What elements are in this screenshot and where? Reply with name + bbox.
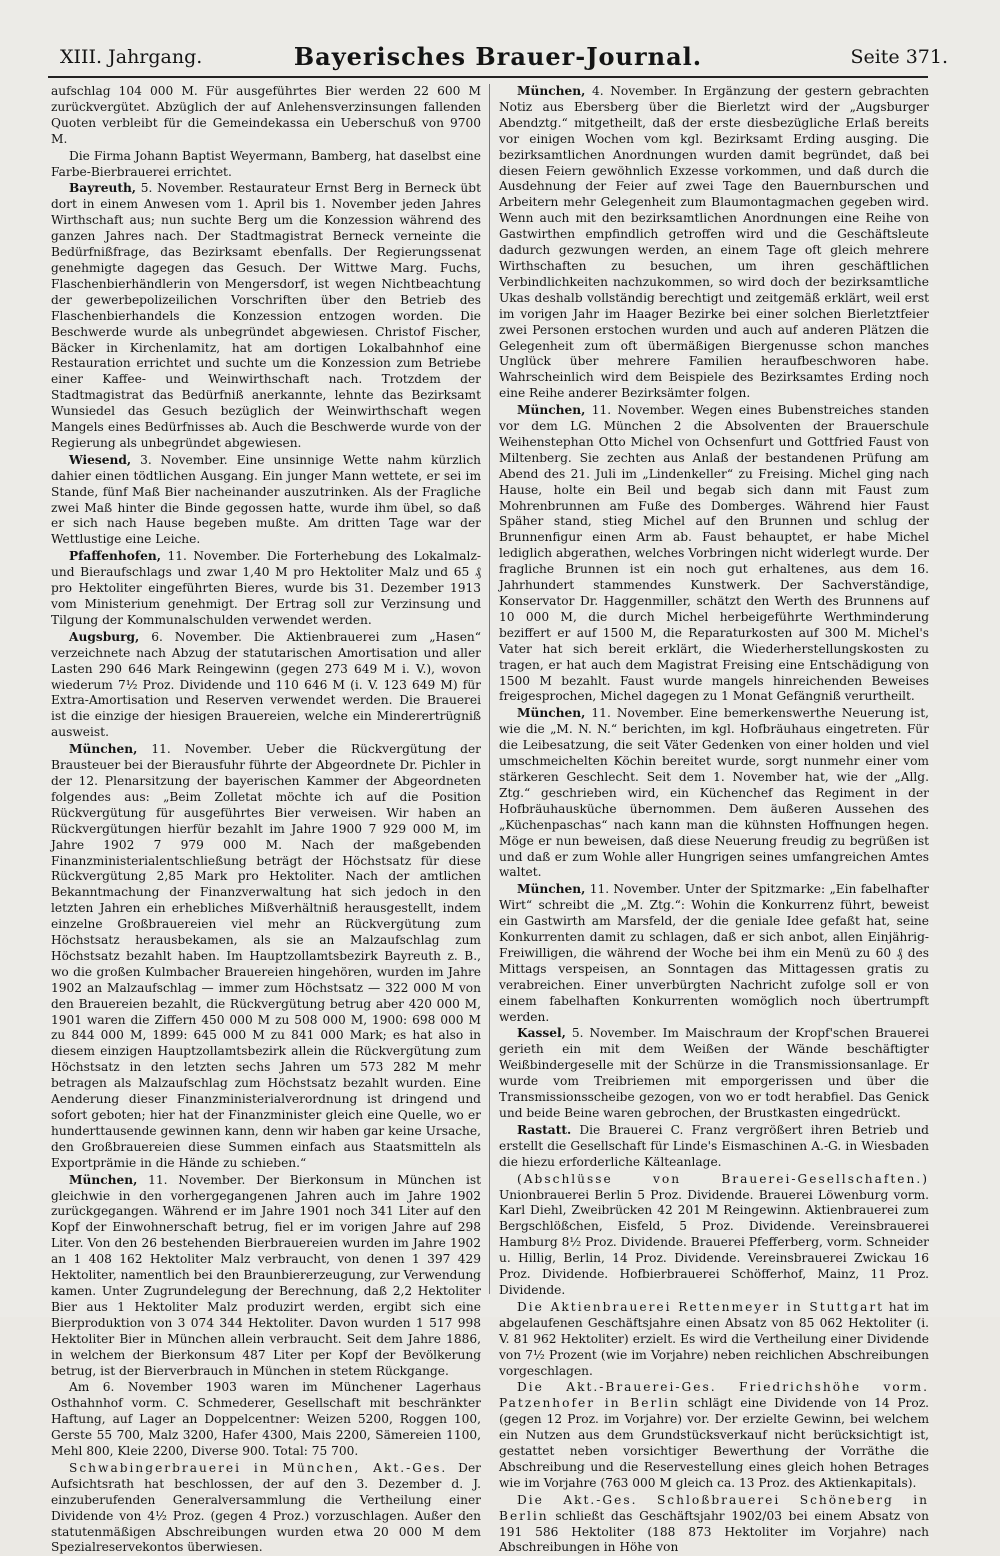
page-number: Seite 371. xyxy=(850,46,948,68)
article-paragraph xyxy=(499,1172,929,1299)
page-header xyxy=(48,40,948,74)
dateline: München, xyxy=(69,742,138,757)
left-column xyxy=(51,84,481,1555)
right-column xyxy=(499,84,930,1555)
paragraph-text: aufschlag 104 000 M. Für ausgeführtes Bier werden 22 600 M zurückvergütet. Abzüglich der auf Anlehensverzinsungen fallenden Quoten verbleibt für die Gemeindekassa ein Ueberschuß von 9700 M. xyxy=(51,84,481,146)
paragraph-text: 11. November. Unter der Spitzmarke: „Ein fabelhafter Wirt“ schreibt die „M. Ztg.“: Wohin die Konkurrenz führt, beweist ein Gastwirth am Marsfeld, der die geniale Idee gefaßt hat, seine Konkurrenten damit zu schlagen, daß er sich anbot, allen Einjährig-Freiwilligen, die während der Woche bei ihm ein Menü zu 60 ₰ des Mittags verspeisen, an Sonntagen das Mittagessen gratis zu verabreichen. Einer unverbürgten Nachricht zufolge soll er von einem fabelhaften Konkurrenten womöglich noch übertrumpft werden. xyxy=(499,882,929,1024)
paragraph-text: 3. November. Eine unsinnige Wette nahm kürzlich dahier einen tödtlichen Ausgang. Ein junger Mann wettete, er sei im Stande, fünf Maß Bier nacheinander auszutrinken. Als der Fragliche zwei Maß hinter die Binde gegossen hatte, wurde ihm übel, so daß er sich nach Hause begeben mußte. Am dritten Tage war der Wettlustige eine Leiche. xyxy=(51,452,481,547)
paragraph-text: schließt das Geschäftsjahr 1902/03 bei einem Absatz von 191 586 Hektoliter (188 873 Hektoliter im Vorjahre) nach Abschreibungen in Höhe von xyxy=(499,1508,929,1555)
paragraph-text: 5. November. Restaurateur Ernst Berg in Berneck übt dort in einem Anwesen vom 1. April bis 1. November jeden Jahres Wirthschaft aus; nun suchte Berg um die Konzession während des ganzen Jahres nach. Der Stadtmagistrat Berneck verneinte die Bedürfnißfrage, das Bezirksamt ebenfalls. Der Regierungssenat genehmigte dagegen das Gesuch. Der Wittwe Marg. Fuchs, Flaschenbierhändlerin von Mengersdorf, ist wegen Nichtbeachtung der gewerbepolizeilichen Vorschriften über den Betrieb des Flaschenbierhandels die Konzession entzogen worden. Die Beschwerde wurde als unbegründet abgewiesen. Christof Fischer, Bäcker in Kirchenlamitz, hat am dortigen Lokalbahnhof eine Restauration errichtet und suchte um die Konzession zum Betriebe einer Kaffee- und Weinwirthschaft nach. Trotzdem der Stadtmagistrat das Bedürfniß anerkannte, lehnte das Bezirksamt Wunsiedel das Gesuch bezüglich der Weinwirthschaft wegen Mangels eines Bedürfnisses ab. Auch die Beschwerde wurde von der Regierung als unbegründet abgewiesen. xyxy=(51,181,481,450)
spaced-heading: (Abschlüsse von Brauerei-Gesellschaften.) xyxy=(517,1171,929,1186)
article-paragraph xyxy=(499,84,929,402)
article-paragraph xyxy=(51,1380,481,1460)
dateline: Rastatt. xyxy=(517,1122,572,1137)
paragraph-text: 4. November. In Ergänzung der gestern gebrachten Notiz aus Ebersberg über die Bierletzt wird der „Augsburger Abendztg.“ mitgetheilt, daß der erste diesbezügliche Erlaß bereits vor einigen Wochen vom kgl. Bezirksamt Erding ausging. Die bezirksamtlichen Anordnungen wurden damit begründet, daß bei diesen Feiern gewöhnlich Exzesse vorkommen, und daß durch die Ausdehnung der Feier auf zwei Tage den Bauernburschen und Arbeitern mehr Gelegenheit zum Blaumontagmachen gegeben wird. Wenn auch mit den bezirksamtlichen Anordnungen eine Reihe von Gastwirthen empfindlich getroffen wird und die Geschäftsleute dadurch gezwungen werden, an einem Tage oft gleich mehrere Wirthschaften zu besuchen, um ihren geschäftlichen Verbindlichkeiten nachzukommen, so wird doch der bezirksamtliche Ukas deshalb vollständig berechtigt und zeitgemäß erklärt, weil erst im vorigen Jahr im Haager Bezirke bei einer solchen Bierletztfeier zwei Personen erstochen wurden und auch auf anderen Plätzen die Gelegenheit zum oft übermäßigen Biergenusse schon manches Unglück über mehrere Familien heraufbeschworen habe. Wahrscheinlich wird dem Beispiele des Bezirksamtes Erding noch eine Reihe anderer Bezirksämter folgen. xyxy=(499,84,929,401)
article-paragraph xyxy=(51,549,481,629)
spaced-heading: Die Akt.-Brauerei-Ges. Friedrichshöhe vorm. Patzenhofer in Berlin xyxy=(499,1380,929,1411)
dateline: München, xyxy=(517,706,586,721)
article-paragraph xyxy=(51,630,481,741)
dateline: Pfaffenhofen, xyxy=(69,549,162,564)
paragraph-text: 6. November. Die Aktienbrauerei zum „Hasen“ verzeichnete nach Abzug der statutarischen Amortisation und aller Lasten 290 646 Mark Reingewinn (gegen 273 649 M i. V.), wovon wiederum 7½ Proz. Dividende und 110 646 M (i. V. 123 649 M) für Extra-Amortisation und Reserven verwendet werden. Die Brauerei ist die einzige der hiesigen Brauereien, welche ein Minderertrügniß ausweist. xyxy=(51,629,481,740)
paragraph-text: Der Aufsichtsrath hat beschlossen, der auf den 3. Dezember d. J. einzuberufenden Generalversammlung die Vertheilung einer Dividende von 4½ Proz. (gegen 4 Proz.) vorzuschlagen. Außer den statutenmäßigen Abschreibungen wurden etwa 20 000 M dem Spezialreservekontos überwiesen. xyxy=(51,1460,481,1555)
article-paragraph xyxy=(51,84,481,148)
article-paragraph xyxy=(499,403,929,705)
spaced-heading: Die Aktienbrauerei Rettenmeyer in Stuttgart xyxy=(517,1299,885,1314)
dateline: München, xyxy=(517,84,586,98)
paragraph-text: hat im abgelaufenen Geschäftsjahre einen Absatz von 85 062 Hektoliter (i. V. 81 962 Hektoliter) erzielt. Es wird die Vertheilung einer Dividende von 7½ Prozent (wie im Vorjahre) neben reichlichen Abschreibungen vorgeschlagen. xyxy=(499,1299,929,1378)
dateline: Wiesend, xyxy=(69,452,132,467)
article-paragraph xyxy=(499,1026,929,1121)
article-paragraph xyxy=(499,882,929,1025)
article-paragraph xyxy=(51,181,481,451)
dateline: Bayreuth, xyxy=(69,181,137,196)
paragraph-text: 11. November. Der Bierkonsum in München ist gleichwie in den vorhergegangenen Jahren auch im Jahre 1902 zurückgegangen. Während er im Jahre 1901 noch 341 Liter auf den Kopf der Einwohnerschaft betrug, fiel er im vorigen Jahre auf 298 Liter. Von den 26 bestehenden Bierbrauereien wurden im Jahre 1902 an 1 408 162 Hektoliter Malz verbraucht, von denen 1 397 429 Hektoliter, namentlich bei den Braunbiererzeugung, zur Verwendung kamen. Unter Zugrundelegung der Berechnung, daß 2,2 Hektoliter Bier aus 1 Hektoliter Malz produzirt werden, ergibt sich eine Bierproduktion von 3 074 344 Hektoliter. Davon wurden 1 517 998 Hektoliter Bier in München allein verbraucht. Seit dem Jahre 1886, in welchem der Bierkonsum 487 Liter per Kopf der Bevölkerung betrug, ist der Bierverbrauch in München in stetem Rückgange. xyxy=(51,1172,481,1378)
spaced-heading: Schwabingerbrauerei in München, Akt.-Ges. xyxy=(69,1460,448,1475)
article-paragraph xyxy=(51,453,481,548)
dateline: Kassel, xyxy=(517,1026,566,1041)
article-paragraph xyxy=(51,1461,481,1556)
volume-label: XIII. Jahrgang. xyxy=(60,46,203,68)
article-paragraph xyxy=(51,742,481,1171)
paragraph-text: 11. November. Die Forterhebung des Lokalmalz- und Bieraufschlags und zwar 1,40 M pro Hektoliter Malz und 65 ₰ pro Hektoliter eingeführten Bieres, wurde bis 31. Dezember 1913 vom Ministerium genehmigt. Der Ertrag soll zur Verzinsung und Tilgung der Kommunalschulden verwendet werden. xyxy=(51,549,481,627)
paragraph-text: Am 6. November 1903 waren im Münchener Lagerhaus Osthahnhof vorm. C. Schmederer, Gesellschaft mit beschränkter Haftung, auf Lager an Doppelcentner: Weizen 5200, Roggen 100, Gerste 55 700, Malz 3200, Hafer 4300, Mais 2200, Sämereien 1100, Mehl 800, Kleie 2200, Diverse 900. Total: 75 700. xyxy=(51,1380,481,1459)
paragraph-text: schlägt eine Dividende von 14 Proz. (gegen 12 Proz. im Vorjahre) vor. Der erzielte Gewinn, bei welchem ein Nutzen aus dem Grundstücksverkauf nicht berücksichtigt ist, gestattet neben vorsichtiger Bewerthung der Vorräthe die Abschreibung und die Reservestellung eines gleich hohen Betrages wie im Vorjahre (763 000 M gleich ca. 13 Proz. des Aktienkapitals). xyxy=(499,1396,930,1490)
article-paragraph xyxy=(499,1123,929,1171)
column-divider xyxy=(489,84,490,1294)
dateline: Augsburg, xyxy=(69,629,140,644)
paragraph-text: 5. November. Im Maischraum der Kropf'schen Brauerei gerieth ein mit dem Weißen der Wände beschäftigter Weißbindergeselle mit der Schürze in die Transmissionsanlage. Er wurde vom Treibriemen mit emporgerissen und über die Transmissionsscheibe gezogen, von wo er todt herabfiel. Das Genick und beide Beine waren gebrochen, der Brustkasten eingedrückt. xyxy=(499,1026,929,1120)
article-paragraph xyxy=(499,706,929,881)
article-paragraph xyxy=(499,1493,929,1556)
article-paragraph xyxy=(499,1380,929,1491)
dateline: München, xyxy=(517,403,586,418)
paragraph-text: 11. November. Wegen eines Bubenstreiches standen vor dem LG. München 2 die Absolventen der Brauerschule Weihenstephan Otto Michel von Ochsenfurt und Gottfried Faust von Miltenberg. Sie zechten aus Anlaß der bestandenen Prüfung am Abend des 21. Juli im „Lindenkeller“ zu Freising. Michel ging nach Hause, holte ein Beil und begab sich dann mit Faust zum Mohrenbrunnen am Fuße des Domberges. Während hier Faust Späher stand, stieg Michel auf den Brunnen und schlug der Brunnenfigur einen Arm ab. Faust behauptet, er habe Michel lediglich abgerathen, welches Vorbringen nicht widerlegt wurde. Der fragliche Brunnen ist ein noch gut erhaltenes, aus dem 16. Jahrhundert stammendes Kunstwerk. Der Sachverständige, Konservator Dr. Haggenmiller, schätzt den Werth des Brunnens auf 10 000 M, die durch Michel herbeigeführte Werthminderung beziffert er auf 1500 M, die Reparaturkosten auf 300 M. Michel's Vater hat sich bereit erklärt, die Wiederherstellungskosten zu tragen, er hat auch dem Magistrat Freising eine Entschädigung von 1500 M bezahlt. Faust wurde mangels hinreichenden Beweises freigesprochen, Michel dagegen zu 1 Monat Gefängniß verurtheilt. xyxy=(499,403,929,704)
article-paragraph xyxy=(499,1300,929,1380)
paragraph-text: Die Brauerei C. Franz vergrößert ihren Betrieb und erstellt die Gesellschaft für Linde's Eismaschinen A.-G. in Wiesbaden die hiezu erforderliche Kälteanlage. xyxy=(499,1122,929,1169)
dateline: München, xyxy=(69,1172,138,1187)
article-paragraph xyxy=(51,1173,481,1380)
paragraph-text: Die Firma Johann Baptist Weyermann, Bamberg, hat daselbst eine Farbe-Bierbrauerei errichtet. xyxy=(51,148,481,179)
header-rule xyxy=(48,76,928,78)
article-paragraph xyxy=(51,149,481,181)
dateline: München, xyxy=(517,882,586,897)
spaced-heading: Die Akt.-Ges. Schloßbrauerei Schöneberg in Berlin xyxy=(499,1492,929,1523)
paragraph-text: 11. November. Eine bemerkenswerthe Neuerung ist, wie die „M. N. N.“ berichten, im kgl. Hofbräuhaus eingetreten. Für die Leibesatzung, die seit Väter Gedenken von einer holden und viel umschmeichelten Köchin bereitet wurde, sorgt nunmehr einer vom stärkeren Geschlecht. Seit dem 1. November hat, wie der „Allg. Ztg.“ geschrieben wird, ein Küchenchef das Regiment in der Hofbräuhausküche übernommen. Dem äußeren Aussehen des „Küchenpaschas“ nach kann man die kühnsten Hoffnungen hegen. Möge er nun beweisen, daß diese Neuerung freudig zu begrüßen ist und daß er zum Wohle aller Hungrigen seines umfangreichen Amtes waltet. xyxy=(499,706,929,880)
journal-title: Bayerisches Brauer-Journal. xyxy=(293,42,703,71)
paragraph-text: Unionbrauerei Berlin 5 Proz. Dividende. Brauerei Löwenburg vorm. Karl Diehl, Zweibrücken 42 201 M Reingewinn. Aktienbrauerei zum Bergschlößchen, Eisfeld, 5 Proz. Dividende. Vereinsbrauerei Hamburg 8½ Proz. Dividende. Brauerei Pfefferberg, vorm. Schneider u. Hillig, Berlin, 14 Proz. Dividende. Vereinsbrauerei Zwickau 16 Proz. Dividende. Hofbierbrauerei Schöfferhof, Mainz, 11 Proz. Dividende. xyxy=(499,1187,929,1297)
paragraph-text: 11. November. Ueber die Rückvergütung der Brausteuer bei der Bierausfuhr führte der Abgeordnete Dr. Pichler in der 12. Plenarsitzung der bayerischen Kammer der Abgeordneten folgendes aus: „Beim Zolletat möchte ich auf die Position Rückvergütung für ausgeführtes Bier verweisen. Wir haben an Rückvergütungen hierfür bezahlt im Jahre 1900 7 929 000 M, im Jahre 1902 7 979 000 M. Nach der maßgebenden Finanzministerialentschließung beträgt der Höchstsatz für diese Rückvergütung 2,85 Mark pro Hektoliter. Nach der amtlichen Bekanntmachung der Finanzverwaltung hat sich jedoch in den letzten Jahren ein erhebliches Mißverhältniß herausgestellt, indem einzelne Großbrauereien viel mehr an Rückvergütung zum Höchstsatz herausbekamen, als sie an Malzaufschlag zum Höchstsatz bezahlt haben. Im Hauptzollamtsbezirk Bayreuth z. B., wo die großen Kulmbacher Brauereien hingehören, wurden im Jahre 1902 an Malzaufschlag — immer zum Höchstsatz — 322 000 M von den Brauereien bezahlt, die Rückvergütung betrug aber 420 000 M, 1901 waren die Ziffern 450 000 M zu 508 000 M, 1900: 698 000 M zu 844 000 M, 1899: 645 000 M zu 841 000 Mark; es hat also in diesem einzigen Hauptzollamtsbezirk allein die Rückvergütung zum Höchstsatz in den letzten sechs Jahren um 573 282 M mehr betragen als Malzaufschlag zum Höchstsatz bezahlt wurden. Eine Aenderung dieser Finanzministerialverordnung ist dringend und sofort geboten; hier hat der Finanzminister gleich eine Quelle, wo er hunderttausende gewinnen kann, denn wir haben gar keine Ursache, den Großbrauereien diese Summen einfach aus Staatsmitteln als Exportprämie in die Hände zu schieben.“ xyxy=(51,742,481,1170)
